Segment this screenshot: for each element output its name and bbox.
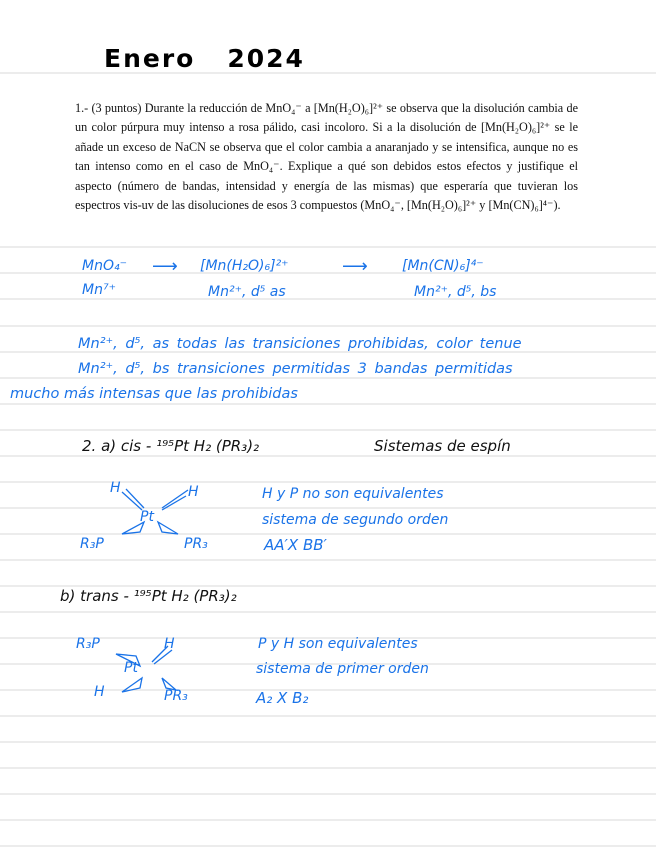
q2a-label: 2. a) cis - ¹⁹⁵Pt H₂ (PR₃)₂ [82, 437, 260, 455]
cis-h-left: H [110, 480, 121, 496]
explanation-line-1: Mn²⁺, d⁵, as todas las transiciones prohibidas, color tenue [78, 336, 522, 352]
ox-state-1: Mn⁷⁺ [82, 282, 116, 298]
cis-note-3: AA′X BB′ [264, 536, 327, 554]
trans-note-3: A₂ X B₂ [256, 689, 309, 707]
cis-note-1: H y P no son equivalentes [262, 486, 444, 502]
cis-h-right: H [188, 484, 199, 500]
ox-state-3: Mn²⁺, d⁵, bs [414, 284, 497, 300]
trans-pr3-left: R₃P [76, 636, 100, 652]
trans-structure-bonds [76, 632, 246, 712]
explanation-line-2: Mn²⁺, d⁵, bs transiciones permitidas 3 bandas permitidas [78, 361, 513, 377]
species-mno4: MnO₄⁻ [82, 258, 127, 274]
spin-systems-header: Sistemas de espín [374, 437, 511, 455]
trans-note-2: sistema de primer orden [256, 661, 429, 677]
problem-1-text [75, 99, 578, 215]
page-title [104, 44, 337, 73]
trans-pr3-right: PR₃ [164, 688, 188, 704]
problem-1-paragraph: 1.- (3 puntos) Durante la reducción de MnO₄⁻ a [Mn(H₂O)₆]²⁺ se observa que la disolución cambia de un color púrpura muy intenso a rosa pálido, casi incoloro. Si a la disolución de [Mn(H₂O)₆]²⁺ se le añade un exceso de NaCN se observa que el color cambia a anaranjado y se intensifica, aunque no es tan intenso como en el caso de MnO₄⁻. Explique a qué son debidos estos efectos y justifique el aspecto (número de bandas, intensidad y energía de las mismas) que esperaría que tuvieran los espectros vis-uv de las disoluciones de esos 3 compuestos (MnO₄⁻, [Mn(H₂O)₆]²⁺ y [Mn(CN)₆]⁴⁻). [75, 101, 578, 213]
trans-h-left: H [94, 684, 105, 700]
arrow-2: ⟶ [342, 256, 368, 277]
title-month: Enero [104, 44, 196, 73]
cis-note-2: sistema de segundo orden [262, 512, 449, 528]
explanation-line-3: mucho más intensas que las prohibidas [10, 386, 298, 402]
cis-pt: Pt [140, 509, 154, 525]
trans-note-1: P y H son equivalentes [258, 636, 418, 652]
arrow-1: ⟶ [152, 256, 178, 277]
trans-pt: Pt [124, 660, 138, 676]
title-year: 2024 [227, 44, 305, 73]
q2b-label: b) trans - ¹⁹⁵Pt H₂ (PR₃)₂ [60, 587, 237, 605]
species-mn-cn: [Mn(CN)₆]⁴⁻ [402, 258, 484, 274]
cis-pr3-right: PR₃ [184, 536, 208, 552]
species-mn-h2o: [Mn(H₂O)₆]²⁺ [200, 258, 289, 274]
cis-pr3-left: R₃P [80, 536, 104, 552]
trans-h-right: H [164, 636, 175, 652]
ox-state-2: Mn²⁺, d⁵ as [208, 284, 286, 300]
